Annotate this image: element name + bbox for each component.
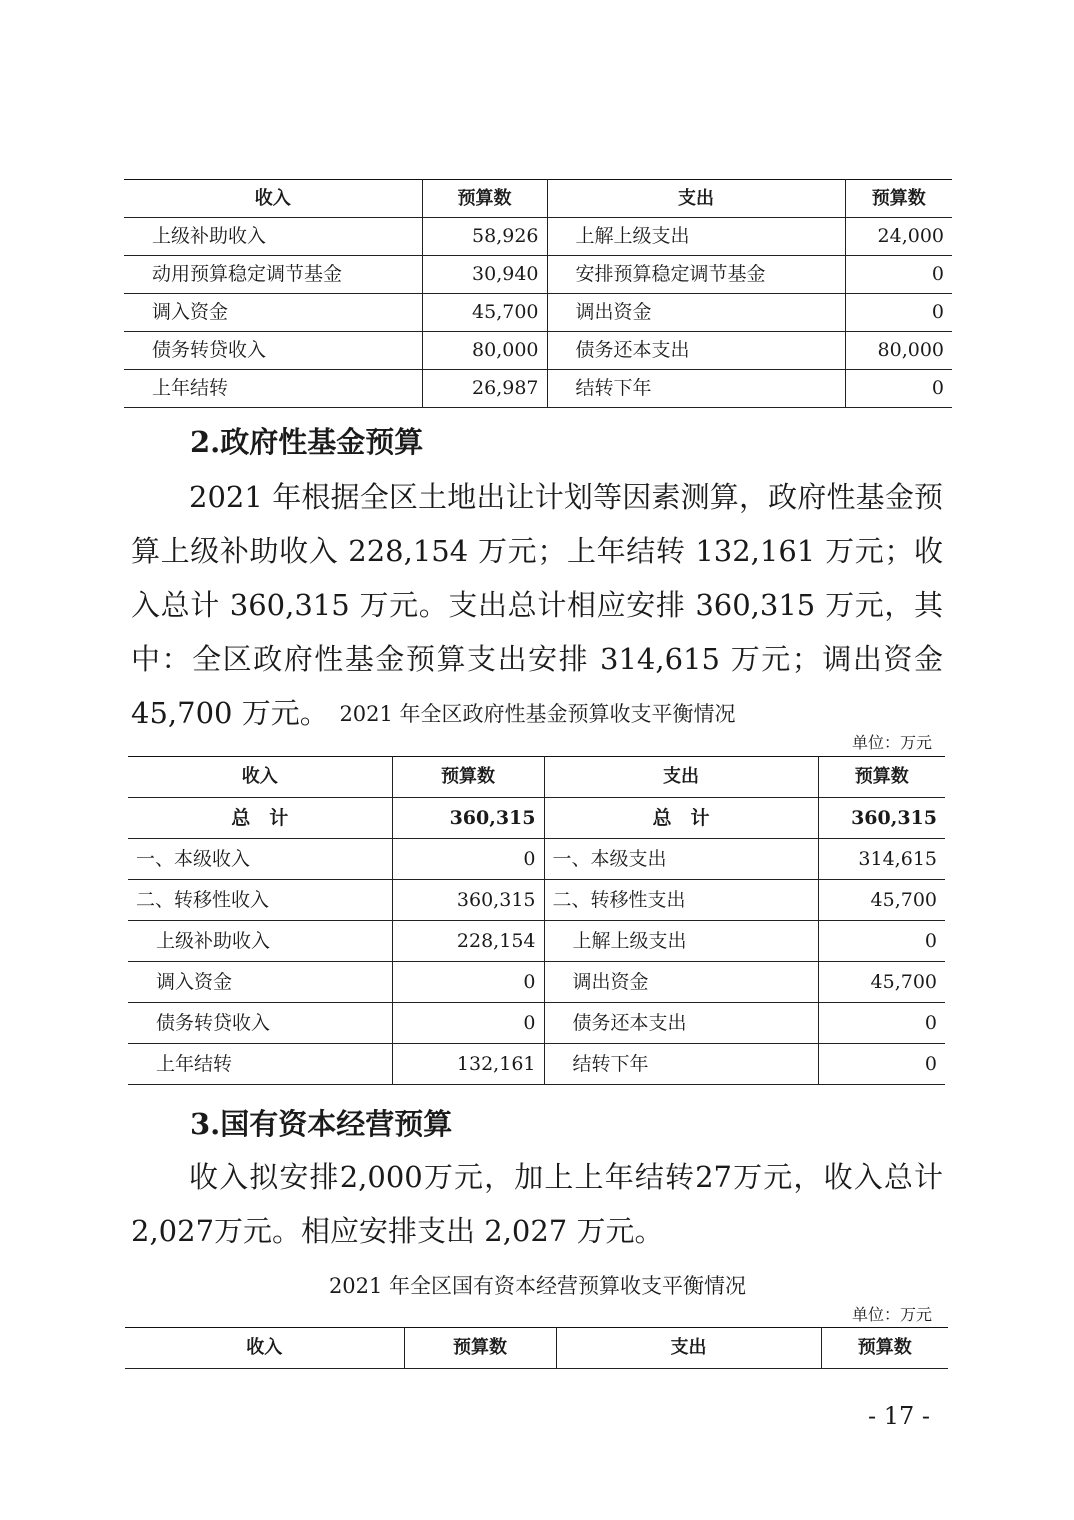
section-paragraph-state-capital: 收入拟安排2,000万元，加上上年结转27万元，收入总计2,027万元。相应安排支出 2,027 万元。: [131, 1160, 943, 1248]
header-expenditure: 支出: [556, 1328, 821, 1369]
table-row: [128, 880, 945, 921]
expenditure-value: 0: [818, 1003, 945, 1044]
table-row: [128, 1044, 945, 1085]
expenditure-value: 45,700: [818, 962, 945, 1003]
expenditure-total-label: 总 计: [544, 798, 818, 839]
header-budget: 预算数: [422, 180, 547, 218]
table-row: [128, 839, 945, 880]
total-row: [128, 798, 945, 839]
table-row: [128, 962, 945, 1003]
income-item: 上级补助收入: [128, 921, 392, 962]
table-header-row: [128, 757, 945, 798]
expenditure-value: 0: [845, 256, 952, 294]
expenditure-item: 调出资金: [547, 294, 845, 332]
expenditure-item: 安排预算稳定调节基金: [547, 256, 845, 294]
income-value: 58,926: [422, 218, 547, 256]
header-budget: 预算数: [821, 1328, 948, 1369]
income-value: 80,000: [422, 332, 547, 370]
table-title-state-capital: 2021 年全区国有资本经营预算收支平衡情况: [328, 1274, 747, 1298]
table-row: [128, 921, 945, 962]
income-value: 132,161: [392, 1044, 544, 1085]
expenditure-value: 0: [818, 1044, 945, 1085]
income-value: 228,154: [392, 921, 544, 962]
header-income: 收入: [125, 1328, 404, 1369]
income-total-label: 总 计: [128, 798, 392, 839]
income-item: 债务转贷收入: [128, 1003, 392, 1044]
income-item: 一、本级收入: [128, 839, 392, 880]
section-heading-government-fund: 2.政府性基金预算: [190, 425, 424, 459]
income-item: 债务转贷收入: [124, 332, 422, 370]
expenditure-value: 45,700: [818, 880, 945, 921]
header-budget: 预算数: [404, 1328, 556, 1369]
income-item: 调入资金: [128, 962, 392, 1003]
expenditure-item: 调出资金: [544, 962, 818, 1003]
income-item: 调入资金: [124, 294, 422, 332]
income-value: 360,315: [392, 880, 544, 921]
income-value: 30,940: [422, 256, 547, 294]
income-item: 上年结转: [124, 370, 422, 408]
header-expenditure: 支出: [547, 180, 845, 218]
table-row: [128, 1003, 945, 1044]
unit-label: 单位：万元: [852, 1305, 933, 1324]
income-value: 26,987: [422, 370, 547, 408]
expenditure-item: 结转下年: [544, 1044, 818, 1085]
expenditure-item: 结转下年: [547, 370, 845, 408]
header-income: 收入: [124, 180, 422, 218]
income-item: 上年结转: [128, 1044, 392, 1085]
income-value: 45,700: [422, 294, 547, 332]
income-value: 0: [392, 1003, 544, 1044]
government-fund-budget-table: [128, 756, 945, 1085]
header-budget: 预算数: [845, 180, 952, 218]
expenditure-item: 上解上级支出: [544, 921, 818, 962]
income-value: 0: [392, 962, 544, 1003]
general-budget-table-continued: [124, 179, 952, 408]
income-item: 二、转移性收入: [128, 880, 392, 921]
table-row: [124, 370, 952, 408]
expenditure-value: 0: [845, 370, 952, 408]
section-paragraph-government-fund: 2021 年根据全区土地出让计划等因素测算，政府性基金预算上级补助收入 228,154 万元；上年结转 132,161 万元；收入总计 360,315 万元。支出总计相应安排 360,315 万元，其中：全区政府性基金预算支出安排 314,615 万元；调出资金 45,700 万元。: [131, 480, 943, 730]
expenditure-item: 二、转移性支出: [544, 880, 818, 921]
income-item: 动用预算稳定调节基金: [124, 256, 422, 294]
table-header-row: [124, 180, 952, 218]
page-number: - 17 -: [868, 1402, 931, 1430]
expenditure-value: 0: [818, 921, 945, 962]
expenditure-value: 24,000: [845, 218, 952, 256]
table-row: [124, 294, 952, 332]
unit-label: 单位：万元: [852, 733, 933, 752]
table-row: [124, 218, 952, 256]
expenditure-value: 80,000: [845, 332, 952, 370]
table-header-row: [125, 1328, 948, 1369]
header-income: 收入: [128, 757, 392, 798]
header-expenditure: 支出: [544, 757, 818, 798]
table-row: [124, 256, 952, 294]
expenditure-item: 债务还本支出: [544, 1003, 818, 1044]
state-capital-budget-table: [125, 1327, 948, 1369]
table-row: [124, 332, 952, 370]
expenditure-item: 上解上级支出: [547, 218, 845, 256]
income-total-value: 360,315: [392, 798, 544, 839]
expenditure-total-value: 360,315: [818, 798, 945, 839]
section-heading-state-capital: 3.国有资本经营预算: [190, 1107, 453, 1141]
table-title-government-fund: 2021 年全区政府性基金预算收支平衡情况: [339, 702, 736, 726]
expenditure-item: 债务还本支出: [547, 332, 845, 370]
income-value: 0: [392, 839, 544, 880]
header-budget: 预算数: [392, 757, 544, 798]
expenditure-item: 一、本级支出: [544, 839, 818, 880]
expenditure-value: 314,615: [818, 839, 945, 880]
header-budget: 预算数: [818, 757, 945, 798]
expenditure-value: 0: [845, 294, 952, 332]
income-item: 上级补助收入: [124, 218, 422, 256]
